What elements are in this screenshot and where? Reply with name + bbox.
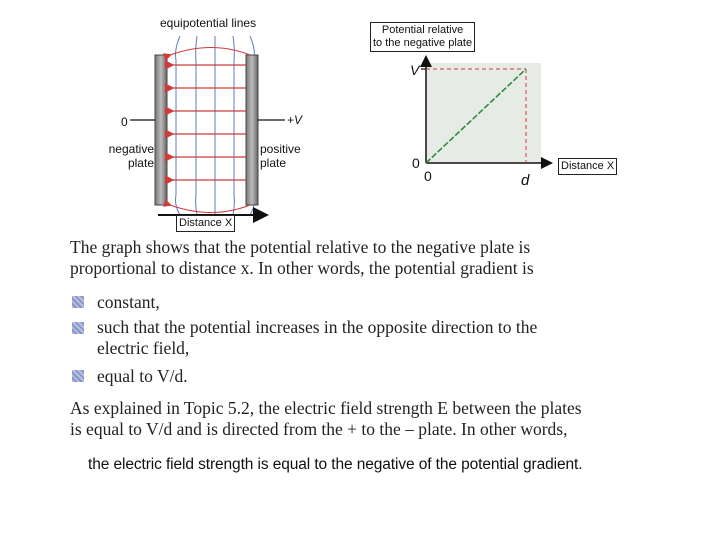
potential-graph xyxy=(400,55,630,200)
graph-y-axis-label-line: Potential relative xyxy=(381,24,464,36)
bullet-marker xyxy=(72,296,84,308)
explain-line: is equal to V/d and is directed from the + to the – plate. In other words, xyxy=(70,419,568,439)
graph-zero-y-label: 0 xyxy=(412,155,420,171)
bullet-line: electric field, xyxy=(97,338,190,358)
positive-plate-label-line: plate xyxy=(260,156,287,170)
field-lines xyxy=(172,65,246,180)
negative-plate-label-line: plate xyxy=(127,156,154,170)
conclusion-statement: the electric field strength is equal to the negative of the potential gradient. xyxy=(88,456,583,473)
plus-v-label: +V xyxy=(287,113,303,127)
potential-graph-svg xyxy=(400,55,630,200)
graph-d-tick-label: d xyxy=(521,172,530,189)
bullet-item xyxy=(97,292,160,313)
graph-zero-x-label: 0 xyxy=(424,168,432,184)
graph-v-tick-label: V xyxy=(410,62,420,78)
bullet-item xyxy=(97,366,188,387)
negative-plate xyxy=(155,55,167,205)
equipotential-line xyxy=(196,36,197,215)
bullet-marker xyxy=(72,322,84,334)
positive-plate xyxy=(246,55,258,205)
intro-line: The graph shows that the potential relative to the negative plate is xyxy=(70,237,531,257)
field-distance-label: Distance X xyxy=(176,215,235,232)
bullet-marker xyxy=(72,370,84,382)
graph-y-axis-label-line: to the negative plate xyxy=(373,37,473,49)
graph-x-axis-label: Distance X xyxy=(558,158,617,175)
equipotential-lines xyxy=(176,36,255,215)
bullet-line: equal to V/d. xyxy=(97,366,188,386)
positive-plate-label xyxy=(260,142,301,170)
intro-line: proportional to distance x. In other words, the potential gradient is xyxy=(70,258,534,278)
fringe-field xyxy=(170,48,250,213)
equipotential-line xyxy=(176,36,181,215)
equipotential-lines-label: equipotential lines xyxy=(160,16,257,30)
bullet-line: such that the potential increases in the opposite direction to the xyxy=(97,317,538,337)
graph-y-axis-label xyxy=(370,22,475,52)
explain-paragraph xyxy=(70,398,582,440)
negative-plate-label xyxy=(108,142,154,170)
bullet-line: constant, xyxy=(97,292,160,312)
explain-line: As explained in Topic 5.2, the electric field strength E between the plates xyxy=(70,398,582,418)
intro-paragraph xyxy=(70,237,534,279)
zero-potential-label: 0 xyxy=(121,115,128,129)
positive-plate-label-line: positive xyxy=(260,142,301,156)
negative-plate-label-line: negative xyxy=(108,142,154,156)
equipotential-line xyxy=(233,36,234,215)
bullet-item xyxy=(97,317,537,359)
plot-area xyxy=(426,63,541,163)
